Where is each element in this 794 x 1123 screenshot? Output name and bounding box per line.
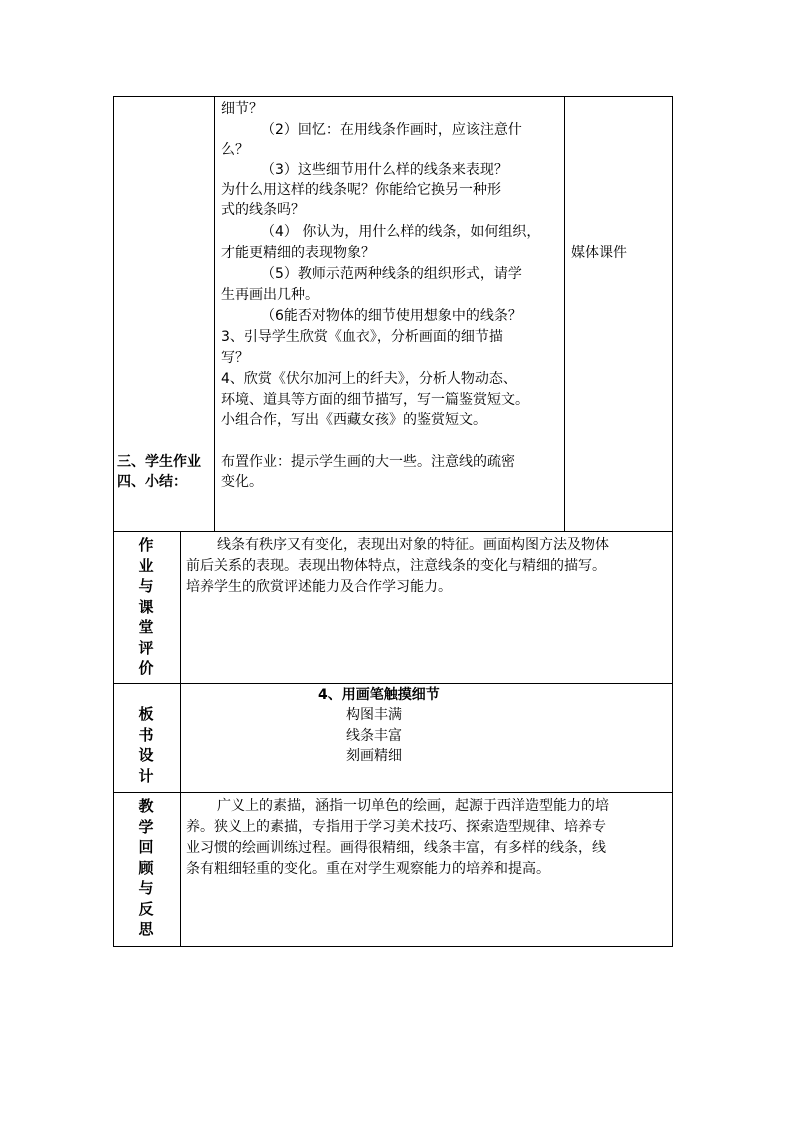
board-item: 构图丰满 (346, 707, 402, 723)
table-border-right (672, 96, 673, 947)
evaluation-line: 线条有秩序又有变化，表现出对象的特征。画面构图方法及物体 (217, 537, 609, 553)
label-char: 设 (138, 746, 154, 764)
content-line: 布置作业：提示学生画的大一些。注意线的疏密 (221, 454, 515, 470)
label-column-divider (180, 531, 181, 947)
label-char: 思 (138, 920, 154, 938)
reflection-line: 广义上的素描，涵指一切单色的绘画，起源于西洋造型能力的培 (217, 798, 609, 814)
board-item: 刻画精细 (346, 748, 402, 764)
evaluation-line: 前后关系的表现。表现出物体特点，注意线条的变化与精细的描写。 (186, 558, 606, 574)
content-line: 环境、道具等方面的细节描写，写一篇鉴赏短文。 (221, 392, 529, 408)
left-label-student-homework: 三、学生作业 (117, 454, 201, 470)
content-line: （2）回忆：在用线条作画时，应该注意什 (261, 122, 522, 138)
content-line: 细节？ (221, 101, 263, 117)
content-line: （5）教师示范两种线条的组织形式，请学 (261, 266, 522, 282)
top-divider-2 (564, 96, 565, 532)
reflection-line: 养。狭义上的素描，专指用于学习美术技巧、探索造型规律、培养专 (186, 819, 606, 835)
table-border-left (113, 96, 114, 947)
content-line: 才能更精细的表现物象？ (221, 245, 375, 261)
resource-label: 媒体课件 (571, 245, 627, 261)
content-line: 式的线条吗？ (221, 202, 305, 218)
label-char: 回 (138, 838, 154, 856)
label-char: 教 (138, 797, 154, 815)
label-char: 反 (138, 899, 154, 918)
content-line: （6能否对物体的细节使用想象中的线条？ (261, 308, 522, 324)
row-separator-1 (113, 531, 673, 532)
label-char: 与 (138, 879, 154, 897)
evaluation-line: 培养学生的欣赏评述能力及合作学习能力。 (186, 579, 452, 595)
reflection-line: 条有粗细轻重的变化。重在对学生观察能力的培养和提高。 (186, 861, 550, 877)
content-line: 写？ (221, 350, 249, 366)
label-char: 计 (138, 766, 154, 785)
row-separator-3 (113, 792, 673, 793)
board-design-label (131, 704, 161, 786)
label-char: 顾 (138, 858, 154, 877)
label-char: 业 (138, 556, 154, 575)
label-char: 书 (138, 725, 154, 744)
table-border-top (113, 96, 673, 97)
label-char: 堂 (138, 618, 154, 636)
label-char: 与 (138, 577, 154, 595)
reflection-label (131, 796, 161, 940)
board-title: 4、用画笔触摸细节 (318, 687, 440, 703)
label-char: 评 (138, 638, 154, 657)
content-line: 4、欣赏《伏尔加河上的纤夫》，分析人物动态、 (221, 371, 517, 387)
content-line: 变化。 (221, 474, 263, 490)
board-item: 线条丰富 (346, 728, 402, 744)
content-line: 么？ (221, 142, 249, 158)
label-char: 学 (138, 817, 154, 836)
content-line: （4） 你认为，用什么样的线条，如何组织， (261, 224, 541, 240)
evaluation-label (131, 535, 161, 679)
label-char: 价 (138, 659, 154, 677)
content-line: 生再画出几种。 (221, 287, 319, 303)
top-divider-1 (214, 96, 215, 532)
left-label-summary: 四、小结： (117, 474, 187, 490)
row-separator-2 (113, 683, 673, 684)
label-char: 作 (138, 536, 154, 554)
content-line: （3）这些细节用什么样的线条来表现？ (261, 162, 508, 178)
table-border-bottom (113, 946, 673, 947)
content-line: 3、引导学生欣赏《血衣》，分析画面的细节描 (221, 329, 503, 345)
content-line: 为什么用这样的线条呢？你能给它换另一种形 (221, 182, 501, 198)
label-char: 课 (138, 597, 154, 616)
content-line: 小组合作，写出《西藏女孩》的鉴赏短文。 (221, 412, 487, 428)
label-char: 板 (138, 705, 154, 723)
reflection-line: 业习惯的绘画训练过程。画得很精细，线条丰富，有多样的线条，线 (186, 840, 606, 856)
